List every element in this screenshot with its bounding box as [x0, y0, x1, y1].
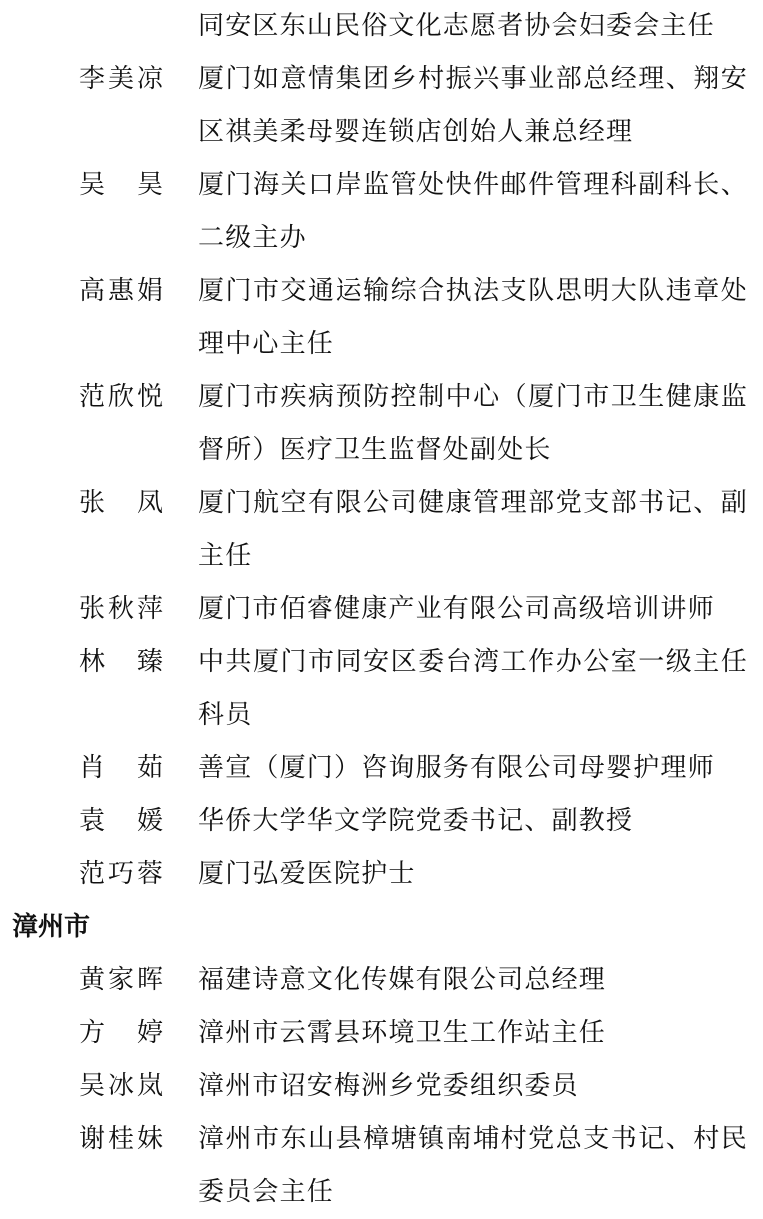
list-item: [0, 53, 763, 159]
list-item: [0, 159, 763, 265]
person-name: 谢桂妹: [79, 1124, 163, 1154]
continuation-entry: [0, 0, 763, 53]
person-name: 林 臻: [79, 647, 163, 677]
person-title: 善宣（厦门）咨询服务有限公司母婴护理师: [198, 753, 715, 783]
person-name: 方 婷: [79, 1018, 163, 1048]
person-name: 吴冰岚: [79, 1071, 163, 1101]
list-item: [0, 1060, 763, 1113]
person-title: 厦门弘爱医院护士: [198, 859, 416, 889]
list-item: [0, 1007, 763, 1060]
list-item: [0, 848, 763, 901]
person-name: 张秋萍: [79, 594, 163, 624]
person-name: 李美凉: [79, 64, 163, 94]
person-name: 吴 昊: [79, 170, 163, 200]
person-title: 厦门市疾病预防控制中心（厦门市卫生健康监督所）医疗卫生监督处副处长: [198, 382, 748, 465]
person-title: 厦门航空有限公司健康管理部党支部书记、副主任: [198, 488, 748, 571]
list-item: [0, 742, 763, 795]
person-name: 高惠娟: [79, 276, 163, 306]
continuation-text: 同安区东山民俗文化志愿者协会妇委会主任: [198, 11, 715, 41]
person-title: 漳州市东山县樟塘镇南埔村党总支书记、村民委员会主任: [198, 1124, 748, 1207]
list-item: [0, 477, 763, 583]
person-title: 中共厦门市同安区委台湾工作办公室一级主任科员: [198, 647, 748, 730]
list-item: [0, 1113, 763, 1219]
person-title: 漳州市云霄县环境卫生工作站主任: [198, 1018, 607, 1048]
list-item: [0, 371, 763, 477]
person-name: 袁 媛: [79, 806, 163, 836]
person-name: 范欣悦: [79, 382, 163, 412]
list-item: [0, 583, 763, 636]
person-name: 黄家晖: [79, 965, 163, 995]
person-title: 厦门市佰睿健康产业有限公司高级培训讲师: [198, 594, 715, 624]
person-title: 厦门海关口岸监管处快件邮件管理科副科长、二级主办: [198, 170, 748, 253]
list-item: [0, 795, 763, 848]
list-item: [0, 265, 763, 371]
person-title: 华侨大学华文学院党委书记、副教授: [198, 806, 634, 836]
person-name: 肖 茹: [79, 753, 163, 783]
list-item: [0, 636, 763, 742]
person-title: 厦门市交通运输综合执法支队思明大队违章处理中心主任: [198, 276, 748, 359]
section-heading-zhangzhou: 漳州市: [12, 912, 91, 942]
person-title: 福建诗意文化传媒有限公司总经理: [198, 965, 607, 995]
person-title: 漳州市诏安梅洲乡党委组织委员: [198, 1071, 579, 1101]
person-name: 范巧蓉: [79, 859, 163, 889]
person-name: 张 凤: [79, 488, 163, 518]
list-item: [0, 954, 763, 1007]
person-title: 厦门如意情集团乡村振兴事业部总经理、翔安区祺美柔母婴连锁店创始人兼总经理: [198, 64, 748, 147]
